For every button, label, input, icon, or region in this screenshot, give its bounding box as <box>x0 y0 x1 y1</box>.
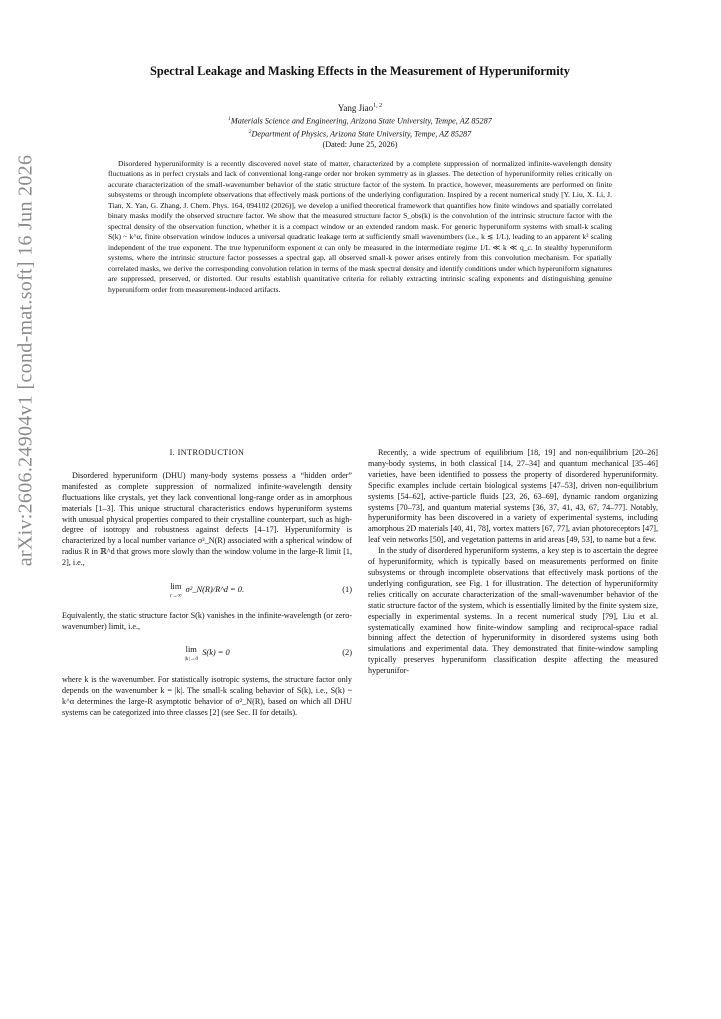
arxiv-sidebar <box>6 40 46 680</box>
affiliation-1-mark: 1 <box>228 116 231 122</box>
equation-1-body: σ²_N(R)/R^d = 0. <box>185 584 245 594</box>
affiliation-1: $^1$Materials Science and Engineering, Arizona State University, Tempe, AZ 85287 <box>228 116 492 126</box>
arxiv-identifier: arXiv:2606.24904v1 [cond-mat.soft] 16 Jun 2026 <box>14 154 37 566</box>
left-column <box>62 448 352 968</box>
equation-2-body: S(k) = 0 <box>202 648 230 658</box>
affiliation-2: $^2$Department of Physics, Arizona State University, Tempe, AZ 85287 <box>248 129 472 139</box>
dated-line: (Dated: June 25, 2026) <box>322 140 398 150</box>
equation-2-limit: lim |k|→0 <box>184 645 199 663</box>
intro-paragraph-2: Equivalently, the static structure factor S(k) vanishes in the infinite-wavelength (or zero-wavenumber) limit, i.e., <box>62 611 352 631</box>
intro-paragraph-3: where k is the wavenumber. For statistically isotropic systems, the structure factor only depends on the wavenumber k = |k|. The small-k scaling behavior of S(k), i.e., S(k) ~ k^α determines the large-R asymptotic behavior of σ²_N(R), based on which all DHU systems can be categorized into three classes [2] (see Sec. II for details). <box>62 674 352 717</box>
author-line <box>62 101 658 114</box>
right-column <box>368 448 658 968</box>
equation-1-limit: lim r→∞ <box>169 581 182 599</box>
paper-page <box>62 0 658 717</box>
equation-1-number: (1) <box>342 584 352 594</box>
author-superscript: 1, 2 <box>373 103 383 109</box>
equation-2 <box>62 643 352 665</box>
intro-paragraph-5: In the study of disordered hyperuniform systems, a key step is to ascertain the degree of hyperuniformity, which is typically based on measurements performed on finite subsystems or through incomplete observations that effectively mask portions of the underlying configuration, see Fig. 1 for illustration. The detection of hyperuniformity relies critically on accurate characterization of the small-wavenumber behavior of the static structure factor of the system, which is essentially limited by the finite system size, especially in experimental systems. In a recent numerical study [79], Liu et al. systematically examined how finite-window sampling and reciprocal-space radial binning affect the detection of hyperuniformity in disordered systems using both simulations and experimental data. They demonstrated that finite-window sampling typically preserves hyperuniform classification despite affecting the measured hyperunifor- <box>368 546 658 676</box>
intro-paragraph-1: Disordered hyperuniform (DHU) many-body systems possess a “hidden order” manifested as complete suppression of normalized infinite-wavelength density fluctuations like crystals, yet they lack conventional long-range order as in amorphous materials [1–3]. This unique structural characteristics endows hyperuniform systems with unusual physical properties compared to their crystalline counterpart, such as high-degree of isotropy and robustness against defects [4–17]. Hyperuniformity is characterized by a local number variance σ²_N(R) associated with a spherical window of radius R in ℝ^d that grows more slowly than the window volume in the large-R limit [1, 2], i.e., <box>62 470 352 568</box>
affiliation-2-mark: 2 <box>248 129 252 136</box>
body-columns <box>62 448 658 968</box>
equation-2-number: (2) <box>342 648 352 658</box>
author-name: Yang Jiao <box>337 103 374 113</box>
paper-title: Spectral Leakage and Masking Effects in the Measurement of Hyperuniformity <box>150 64 570 78</box>
intro-paragraph-4: Recently, a wide spectrum of equilibrium [18, 19] and non-equilibrium [20–26] many-body systems, in both classical [14, 27–34] and quantum mechanical [35–46] varieties, have been identified to possess the property of disordered hyperuniformity. Specific examples include certain biological systems [47–53], driven non-equilibrium systems [54–62], active-particle fluids [23, 26, 63–69], dynamic random organizing systems [70–73], and quantum material systems [36, 37, 41, 43, 67, 74–77]. Notably, hyperuniformity has been discovered in a variety of experimental systems, including amorphous 2D materials [40, 41, 78], vortex matters [67, 77], avian photoreceptors [47], leaf vein networks [50], and vegetation patterns in arid areas [49, 53], to name but a few. <box>368 448 658 545</box>
abstract: Disordered hyperuniformity is a recently discovered novel state of matter, characterized by a complete suppression of normalized infinite-wavelength density fluctuations as in perfect crystals and lack of conventional long-range order nor broken symmetry as in glasses. The detection of hyperuniformity relies critically on accurate characterization of the small-wavenumber behavior of the static structure factor of the system. In practice, however, measurements are performed on finite subsystems or through incomplete observations that effectively mask portions of the underlying configuration. Inspired by a recent numerical study [Y. Liu, X. Li, J. Tian, X. Yan, G. Zhang, J. Chem. Phys. 164, 094102 (2026)], we develop a unified theoretical framework that quantifies how finite windows and spatially correlated binary masks modify the observed structure factor. We show that the measured structure factor S_obs(k) is the convolution of the intrinsic structure factor with the spectral density of the observation function, whether it is a compact window or an extended random mask. For generic hyperuniform systems with small-k scaling S(k) ~ k^α, finite observation window induces a universal quadratic leakage term at sufficiently small wavenumbers (i.e., k ≲ 1/L), leading to an apparent k² scaling independent of the true exponent. The true hyperuniform exponent α can only be measured in the intermediate regime 1/L ≪ k ≪ q_c. In stealthy hyperuniform systems, where the intrinsic structure factor possesses a spectral gap, all observed small-k power arises entirely from this convolution mechanism. For spatially correlated masks, we derive the corresponding convolution relation in terms of the mask spectral density and identify conditions under which hyperuniform signatures are suppressed, preserved, or distorted. Our results establish quantitative criteria for reliably extracting intrinsic scaling exponents and distinguishing genuine hyperuniform order from measurement-induced artifacts. <box>108 158 612 294</box>
equation-1 <box>62 579 352 601</box>
section-heading: I. INTRODUCTION <box>169 448 245 457</box>
